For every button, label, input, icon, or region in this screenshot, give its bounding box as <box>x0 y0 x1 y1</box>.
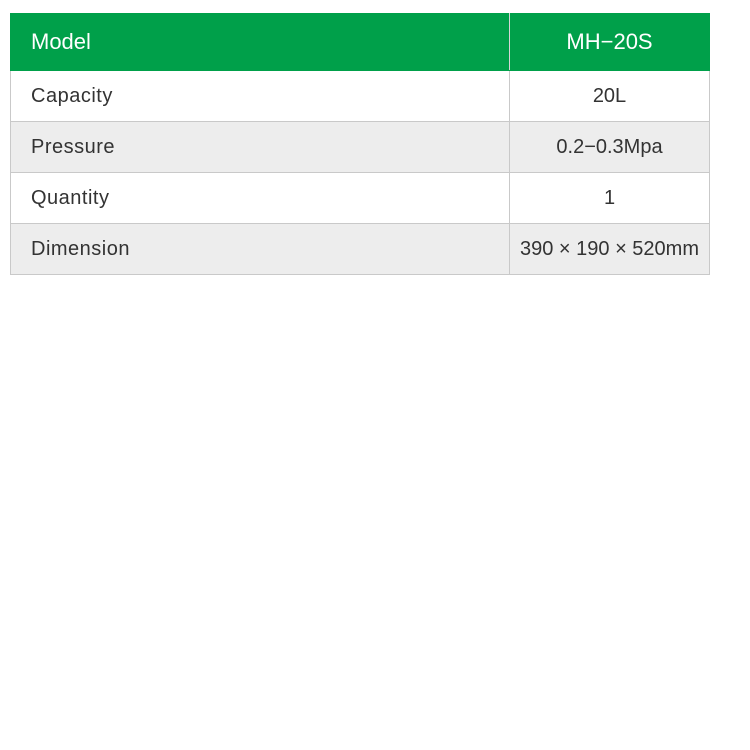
row-value-dimension: 390 × 190 × 520mm <box>510 224 710 275</box>
spec-table <box>10 13 710 275</box>
table-row-dimension <box>11 224 710 275</box>
row-value-pressure: 0.2−0.3Mpa <box>510 122 710 173</box>
table-row-capacity <box>11 71 710 122</box>
header-label-model: Model <box>11 14 510 71</box>
table-row-quantity <box>11 173 710 224</box>
table-header-row <box>11 14 710 71</box>
row-label-capacity: Capacity <box>11 71 510 122</box>
row-label-dimension: Dimension <box>11 224 510 275</box>
table-row-pressure <box>11 122 710 173</box>
row-value-capacity: 20L <box>510 71 710 122</box>
row-label-pressure: Pressure <box>11 122 510 173</box>
row-label-quantity: Quantity <box>11 173 510 224</box>
header-value-model: MH−20S <box>510 14 710 71</box>
row-value-quantity: 1 <box>510 173 710 224</box>
